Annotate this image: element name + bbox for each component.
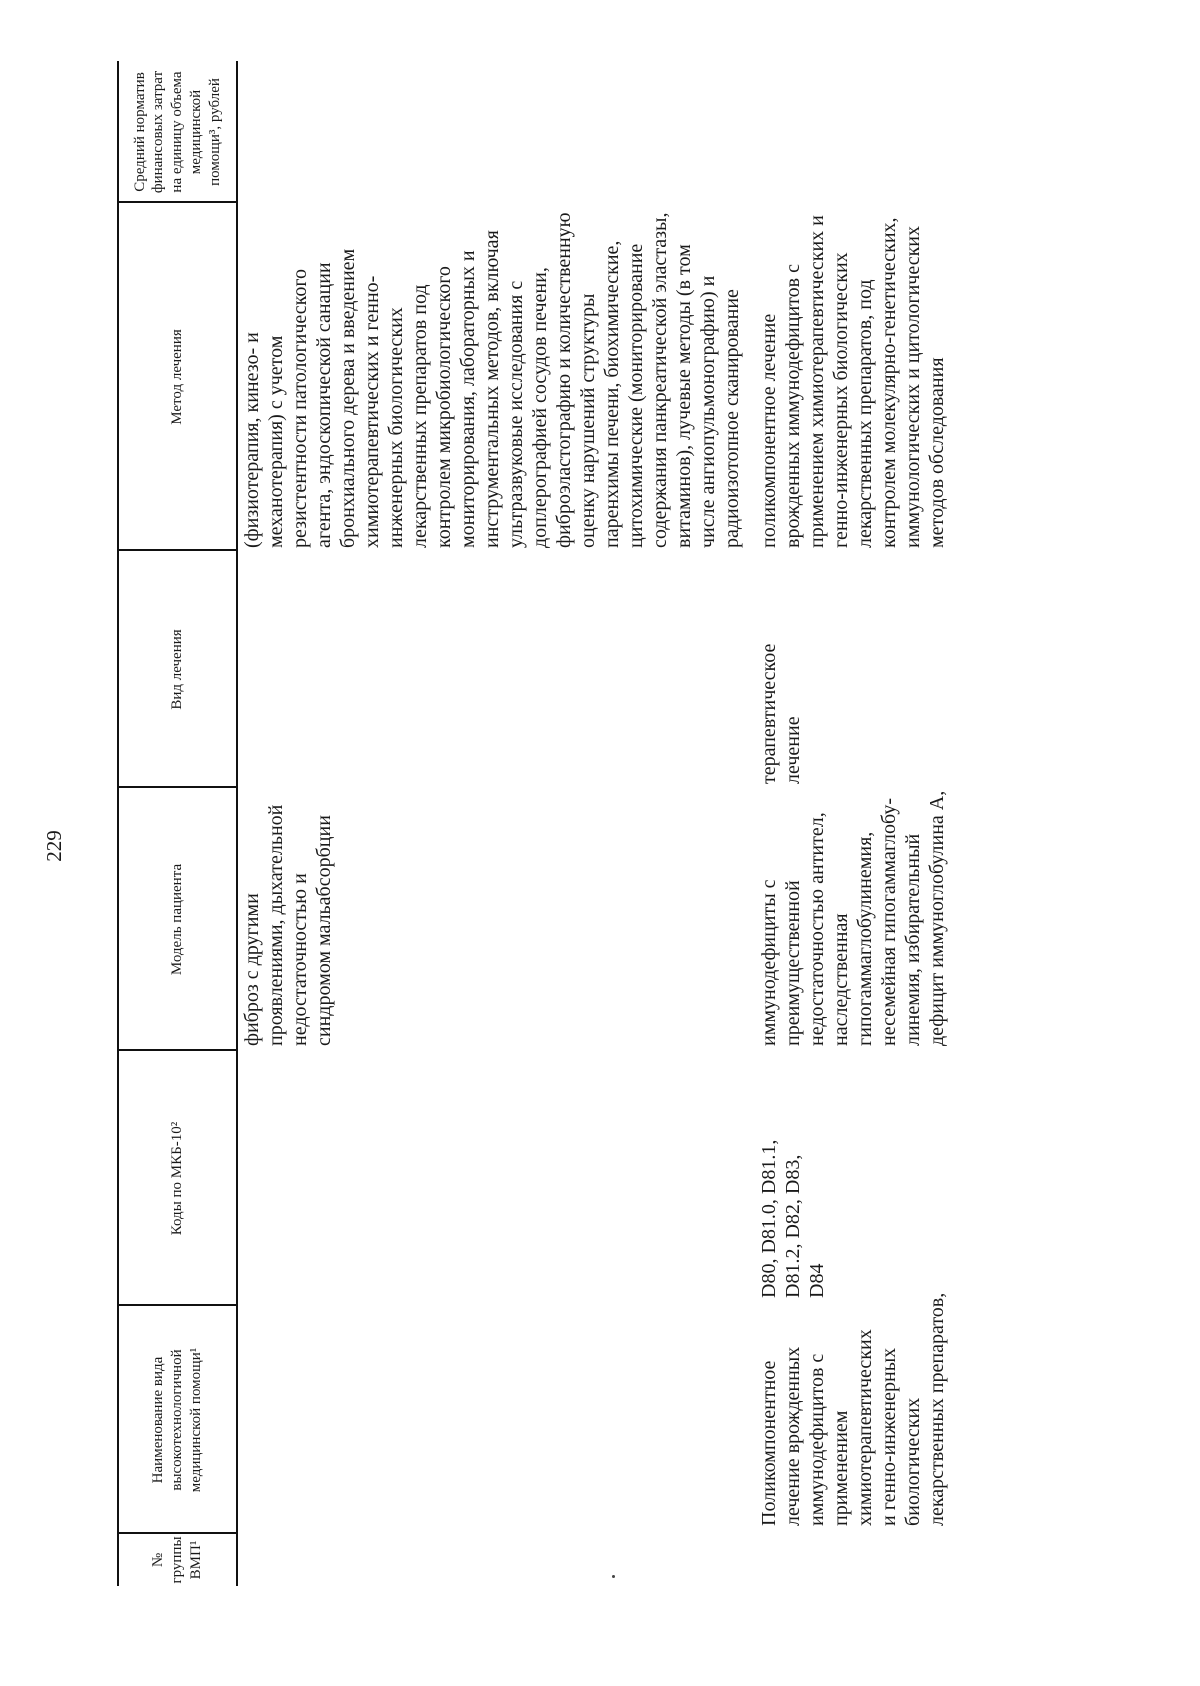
header-group-number: № группы ВМП¹ bbox=[150, 1536, 204, 1584]
header-treatment-type: Вид лечения bbox=[169, 629, 186, 710]
page-number: 229 bbox=[42, 830, 66, 862]
row2-treatment-type: терапевтическое лечение bbox=[758, 643, 804, 784]
header-patient-model: Модель пациента bbox=[169, 863, 186, 976]
row2-patient-model: иммунодефициты с преимущественной недостаточностью антител, наследственная гипогаммаглобулинемия, несемейная гипогаммаглобу- линемия, избирательный дефицит иммуноглобулина A, bbox=[758, 790, 948, 1046]
header-treatment-method: Метод лечения bbox=[169, 329, 186, 425]
row2-treatment-method: поликомпонентное лечение врожденных иммунодефицитов с применением химиотерапевтических и генно-инженерных биологических лекарственных препаратов, под контролем молекулярно-генетических, иммунологических и цитологических методов обследования bbox=[758, 215, 948, 548]
header-bottom-border bbox=[236, 61, 238, 1586]
scan-speck bbox=[612, 1575, 615, 1578]
header-icd-codes: Коды по МКБ-10² bbox=[169, 1121, 186, 1236]
row2-icd-codes: D80, D81.0, D81.1, D81.2, D82, D83, D84 bbox=[758, 1139, 828, 1298]
row2-care-type-name: Поликомпонентное лечение врожденных иммунодефицитов с применением химиотерапевтических и генно-инженерных биологических лекарственных препаратов, bbox=[758, 1292, 948, 1526]
row1-treatment-method: (физиотерапия, кинезо- и механотерапия) с учетом резистентности патологического агента, эндоскопической санации бронхиального дерева и введением химиотерапевтических и генно- инженерных биологических лекарственных препаратов под контролем микробиологического мониторирования, лабораторных и инструментальных методов, включая ультразвуковые исследования с доплерографией сосудов печени, фиброэластографию и количественную оценку нарушений структуры паренхимы печени, биохимические, цитохимические (мониторирование содержания панкреатической эластазы, витаминов), лучевые методы (в том числе ангиопульмонографию) и радиоизотопное сканирование bbox=[241, 212, 743, 548]
row1-patient-model: фиброз с другими проявлениями, дыхательной недостаточностью и синдромом мальабсорбции bbox=[241, 804, 335, 1046]
header-average-cost: Средний норматив финансовых затрат на единицу объема медицинской помощи³, рублей bbox=[131, 70, 223, 194]
header-care-type-name: Наименование вида высокотехнологичной медицинской помощи¹ bbox=[150, 1347, 204, 1493]
